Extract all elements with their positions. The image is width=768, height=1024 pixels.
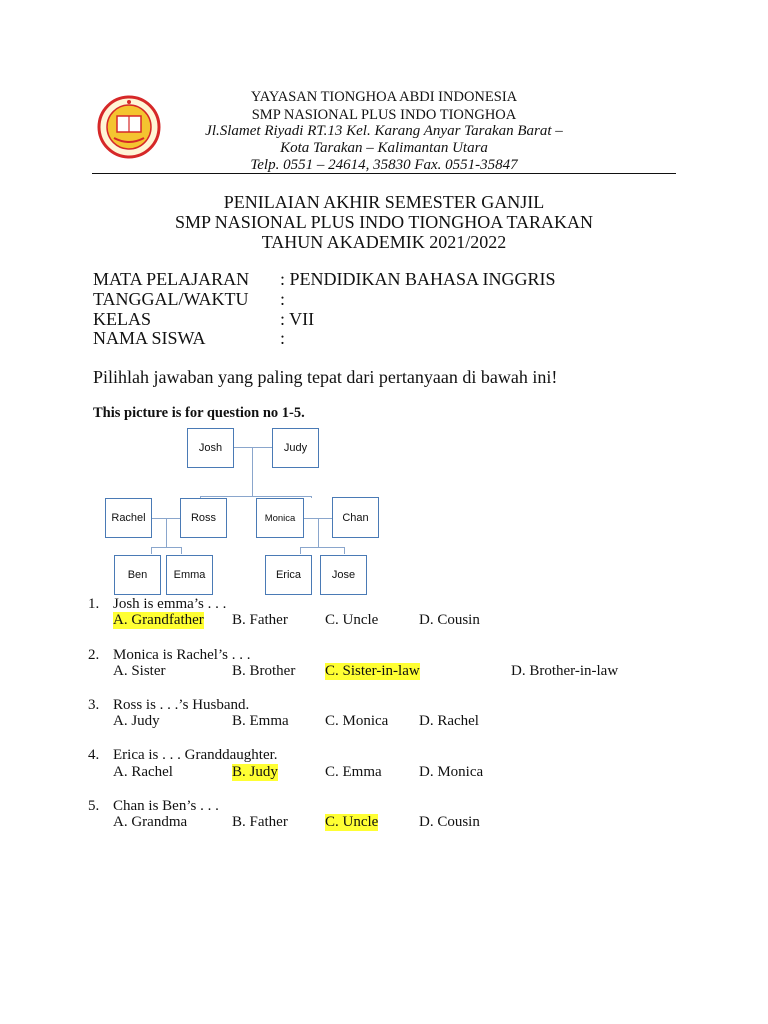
option-c: C. Sister-in-law — [325, 663, 420, 679]
date-value: : — [280, 289, 286, 309]
question-number: 2. — [88, 647, 100, 663]
option-b: B. Emma — [232, 713, 289, 729]
instruction: Pilihlah jawaban yang paling tepat dari pertanyaan di bawah ini! — [93, 367, 558, 387]
option-a: A. Grandma — [113, 814, 188, 830]
header-divider — [92, 173, 676, 174]
option-b: B. Judy — [232, 764, 278, 780]
subject-label: MATA PELAJARAN — [93, 269, 250, 289]
option-c: C. Uncle — [325, 814, 379, 830]
picture-caption: This picture is for question no 1-5. — [93, 405, 305, 421]
tree-node-chan: Chan — [332, 497, 379, 538]
foundation-name: YAYASAN TIONGHOA ABDI INDONESIA — [250, 89, 518, 105]
student-name-value: : — [280, 328, 286, 348]
school-name: SMP NASIONAL PLUS INDO TIONGHOA — [251, 107, 517, 123]
option-d: D. Cousin — [419, 612, 480, 628]
option-c: C. Emma — [325, 764, 382, 780]
question-text: Erica is . . . Granddaughter. — [113, 747, 278, 763]
tree-node-erica: Erica — [265, 555, 312, 595]
tree-node-ross: Ross — [180, 498, 227, 538]
option-c: C. Monica — [325, 713, 389, 729]
question-text: Josh is emma’s . . . — [113, 596, 227, 612]
school-phone: Telp. 0551 – 24614, 35830 Fax. 0551-35847 — [250, 157, 518, 173]
option-a: A. Grandfather — [113, 612, 204, 628]
question-number: 3. — [88, 697, 100, 713]
school-address-1: Jl.Slamet Riyadi RT.13 Kel. Karang Anyar Tarakan Barat – — [205, 123, 563, 139]
school-address-2: Kota Tarakan – Kalimantan Utara — [280, 140, 488, 156]
tree-node-judy: Judy — [272, 428, 319, 468]
class-value: : VII — [280, 309, 315, 329]
question-text: Ross is . . .’s Husband. — [113, 697, 250, 713]
option-a: A. Sister — [113, 663, 166, 679]
tree-node-ben: Ben — [114, 555, 161, 595]
exam-title: PENILAIAN AKHIR SEMESTER GANJIL — [223, 192, 545, 212]
tree-node-rachel: Rachel — [105, 498, 152, 538]
question-number: 5. — [88, 798, 100, 814]
student-name-label: NAMA SISWA — [93, 328, 206, 348]
class-label: KELAS — [93, 309, 151, 329]
option-b: B. Father — [232, 814, 288, 830]
option-d: D. Monica — [419, 764, 484, 780]
date-label: TANGGAL/WAKTU — [93, 289, 249, 309]
option-d: D. Rachel — [419, 713, 479, 729]
exam-year: TAHUN AKADEMIK 2021/2022 — [261, 232, 507, 252]
exam-school: SMP NASIONAL PLUS INDO TIONGHOA TARAKAN — [174, 212, 594, 232]
option-b: B. Father — [232, 612, 288, 628]
question-text: Monica is Rachel’s . . . — [113, 647, 251, 663]
option-b: B. Brother — [232, 663, 296, 679]
option-a: A. Judy — [113, 713, 160, 729]
question-number: 4. — [88, 747, 100, 763]
subject-value: : PENDIDIKAN BAHASA INGGRIS — [280, 269, 556, 289]
question-text: Chan is Ben’s . . . — [113, 798, 219, 814]
option-c: C. Uncle — [325, 612, 379, 628]
tree-node-jose: Jose — [320, 555, 367, 595]
option-d: D. Brother-in-law — [511, 663, 619, 679]
option-d: D. Cousin — [419, 814, 480, 830]
question-number: 1. — [88, 596, 100, 612]
option-a: A. Rachel — [113, 764, 173, 780]
tree-node-emma: Emma — [166, 555, 213, 595]
tree-node-monica: Monica — [256, 498, 304, 538]
tree-node-josh: Josh — [187, 428, 234, 468]
